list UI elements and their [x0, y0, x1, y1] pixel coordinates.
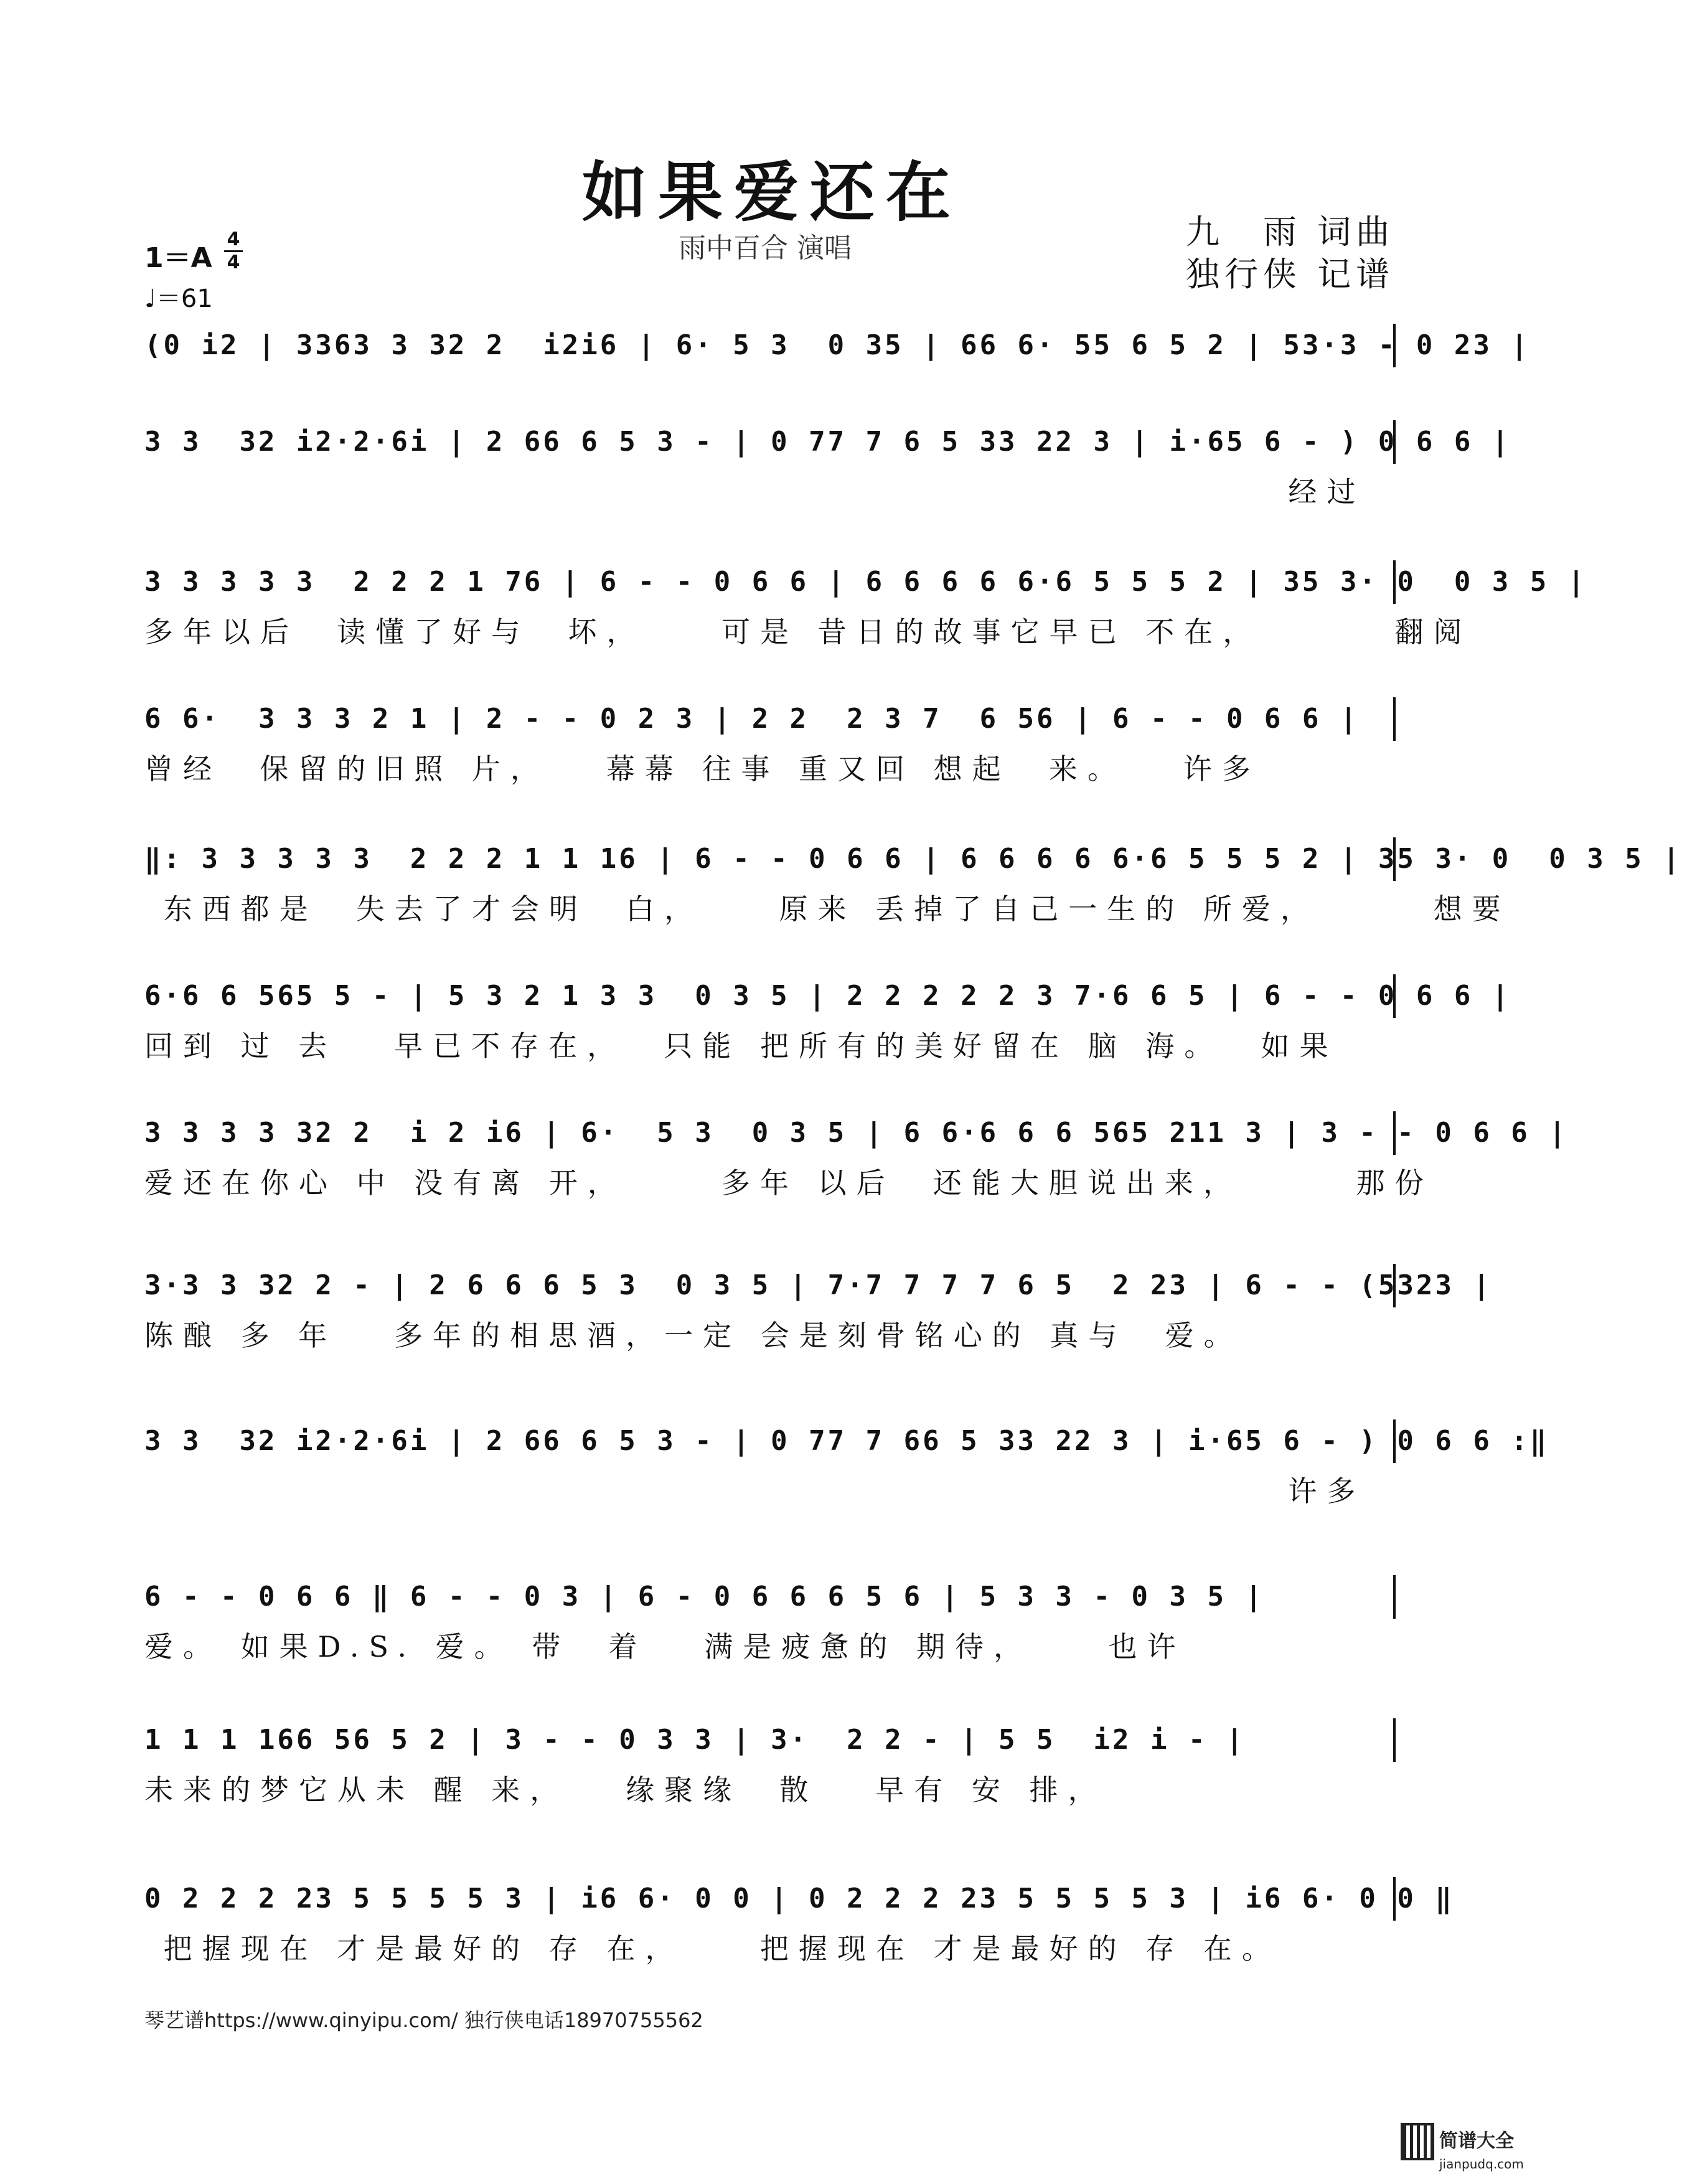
notation-line: 3 3 32 i2·2·6i | 2 66 6 5 3 - | 0 77 7 66 5 33 22 3 | i·65 6 - ) 0 6 6 :‖ — [144, 1419, 1396, 1463]
time-sig-top: 4 — [227, 228, 240, 250]
notation-line: 6·6 6 565 5 - | 5 3 2 1 3 3 0 3 5 | 2 2 2 2 2 3 7·6 6 5 | 6 - - 0 6 6 | — [144, 974, 1396, 1018]
score-row-12 — [144, 1877, 1454, 1968]
lyrics-line: 爱。 如果D.S. 爱。 带 着 满是疲惫的 期待， 也许 — [144, 1630, 1186, 1664]
notation-line: (0 i2 | 3363 3 32 2 i2i6 | 6· 5 3 0 35 | 66 6· 55 6 5 2 | 53·3 - 0 23 | — [144, 324, 1396, 367]
score-row-4 — [144, 697, 1396, 788]
score-row-3 — [144, 560, 1587, 651]
performer-credit: 雨中百合 演唱 — [679, 232, 852, 264]
notation-line: 3 3 3 3 32 2 i 2 i6 | 6· 5 3 0 3 5 | 6 6·6 6 6 565 211 3 | 3 - - 0 6 6 | — [144, 1111, 1396, 1155]
time-signature — [224, 230, 243, 272]
score-row-6 — [144, 974, 1511, 1065]
score-row-7 — [144, 1111, 1568, 1202]
notation-line: 3 3 32 i2·2·6i | 2 66 6 5 3 - | 0 77 7 6 5 33 22 3 | i·65 6 - ) 0 6 6 | — [144, 420, 1396, 464]
lyrics-line: 爱还在你心 中 没有离 开， 多年 以后 还能大胆说出来， 那份 — [144, 1166, 1434, 1200]
notation-line: 6 6· 3 3 3 2 1 | 2 - - 0 2 3 | 2 2 2 3 7 6 56 | 6 - - 0 6 6 | — [144, 697, 1396, 741]
lyrics-line: 许多 — [144, 1474, 1366, 1508]
logo-name: 简谱大全 — [1439, 2130, 1514, 2152]
score-row-8 — [144, 1264, 1492, 1355]
tempo-marking: ♩＝61 — [144, 285, 213, 313]
site-logo — [1401, 2123, 1538, 2173]
score-row-2 — [144, 420, 1511, 511]
notation-line: 6 - - 0 6 6 ‖ 6 - - 0 3 | 6 - 0 6 6 6 5 6 | 5 3 3 - 0 3 5 | — [144, 1575, 1396, 1619]
score-row-11 — [144, 1718, 1396, 1809]
notation-line: 1 1 1 166 56 5 2 | 3 - - 0 3 3 | 3· 2 2 - | 5 5 i2 i - | — [144, 1718, 1396, 1762]
lyrics-line — [144, 376, 1396, 415]
score-row-5 — [144, 837, 1682, 928]
page-title: 如果爱还在 — [581, 154, 962, 230]
lyrics-line: 未来的梦它从未 醒 来， 缘聚缘 散 早有 安 排， — [144, 1773, 1107, 1807]
notation-line: 0 2 2 2 23 5 5 5 5 3 | i6 6· 0 0 | 0 2 2 2 23 5 5 5 5 3 | i6 6· 0 0 ‖ — [144, 1877, 1396, 1921]
logo-url: jianpudq.com — [1439, 2157, 1524, 2172]
lyricist-composer-credit: 九 雨 词曲 — [1186, 212, 1395, 252]
score-row-9 — [144, 1419, 1549, 1510]
key-signature: 1＝A — [144, 242, 212, 274]
notation-line: 3·3 3 32 2 - | 2 6 6 6 5 3 0 3 5 | 7·7 7 7 7 6 5 2 23 | 6 - - (5323 | — [144, 1264, 1396, 1307]
notation-line: ‖: 3 3 3 3 3 2 2 2 1 1 16 | 6 - - 0 6 6 | 6 6 6 6 6·6 5 5 5 2 | 35 3· 0 0 3 5 | — [144, 837, 1396, 881]
lyrics-line: 陈酿 多 年 多年的相思酒，一定 会是刻骨铭心的 真与 爱。 — [144, 1319, 1243, 1352]
time-sig-bottom: 4 — [227, 252, 240, 273]
lyrics-line: 经过 — [144, 475, 1366, 509]
lyrics-line: 把握现在 才是最好的 存 在， 把握现在 才是最好的 存 在。 — [144, 1932, 1280, 1965]
lyrics-line: 回到 过 去 早已不存在， 只能 把所有的美好留在 脑 海。 如果 — [144, 1029, 1338, 1063]
piano-keys-icon — [1401, 2123, 1434, 2160]
lyrics-line: 多年以后 读懂了好与 坏， 可是 昔日的故事它早已 不在， 翻阅 — [144, 615, 1472, 649]
score-row-1 — [144, 324, 1530, 415]
score-row-10 — [144, 1575, 1396, 1666]
notation-line: 3 3 3 3 3 2 2 2 1 76 | 6 - - 0 6 6 | 6 6 6 6 6·6 5 5 5 2 | 35 3· 0 0 3 5 | — [144, 560, 1396, 604]
footer-credit: 琴艺谱https://www.qinyipu.com/ 独行侠电话18970755562 — [144, 2008, 703, 2032]
lyrics-line: 东西都是 失去了才会明 白， 原来 丢掉了自己一生的 所爱， 想要 — [144, 892, 1511, 926]
transcriber-credit: 独行侠 记谱 — [1186, 255, 1395, 294]
lyrics-line: 曾经 保留的旧照 片， 幕幕 往事 重又回 想起 来。 许多 — [144, 752, 1261, 786]
